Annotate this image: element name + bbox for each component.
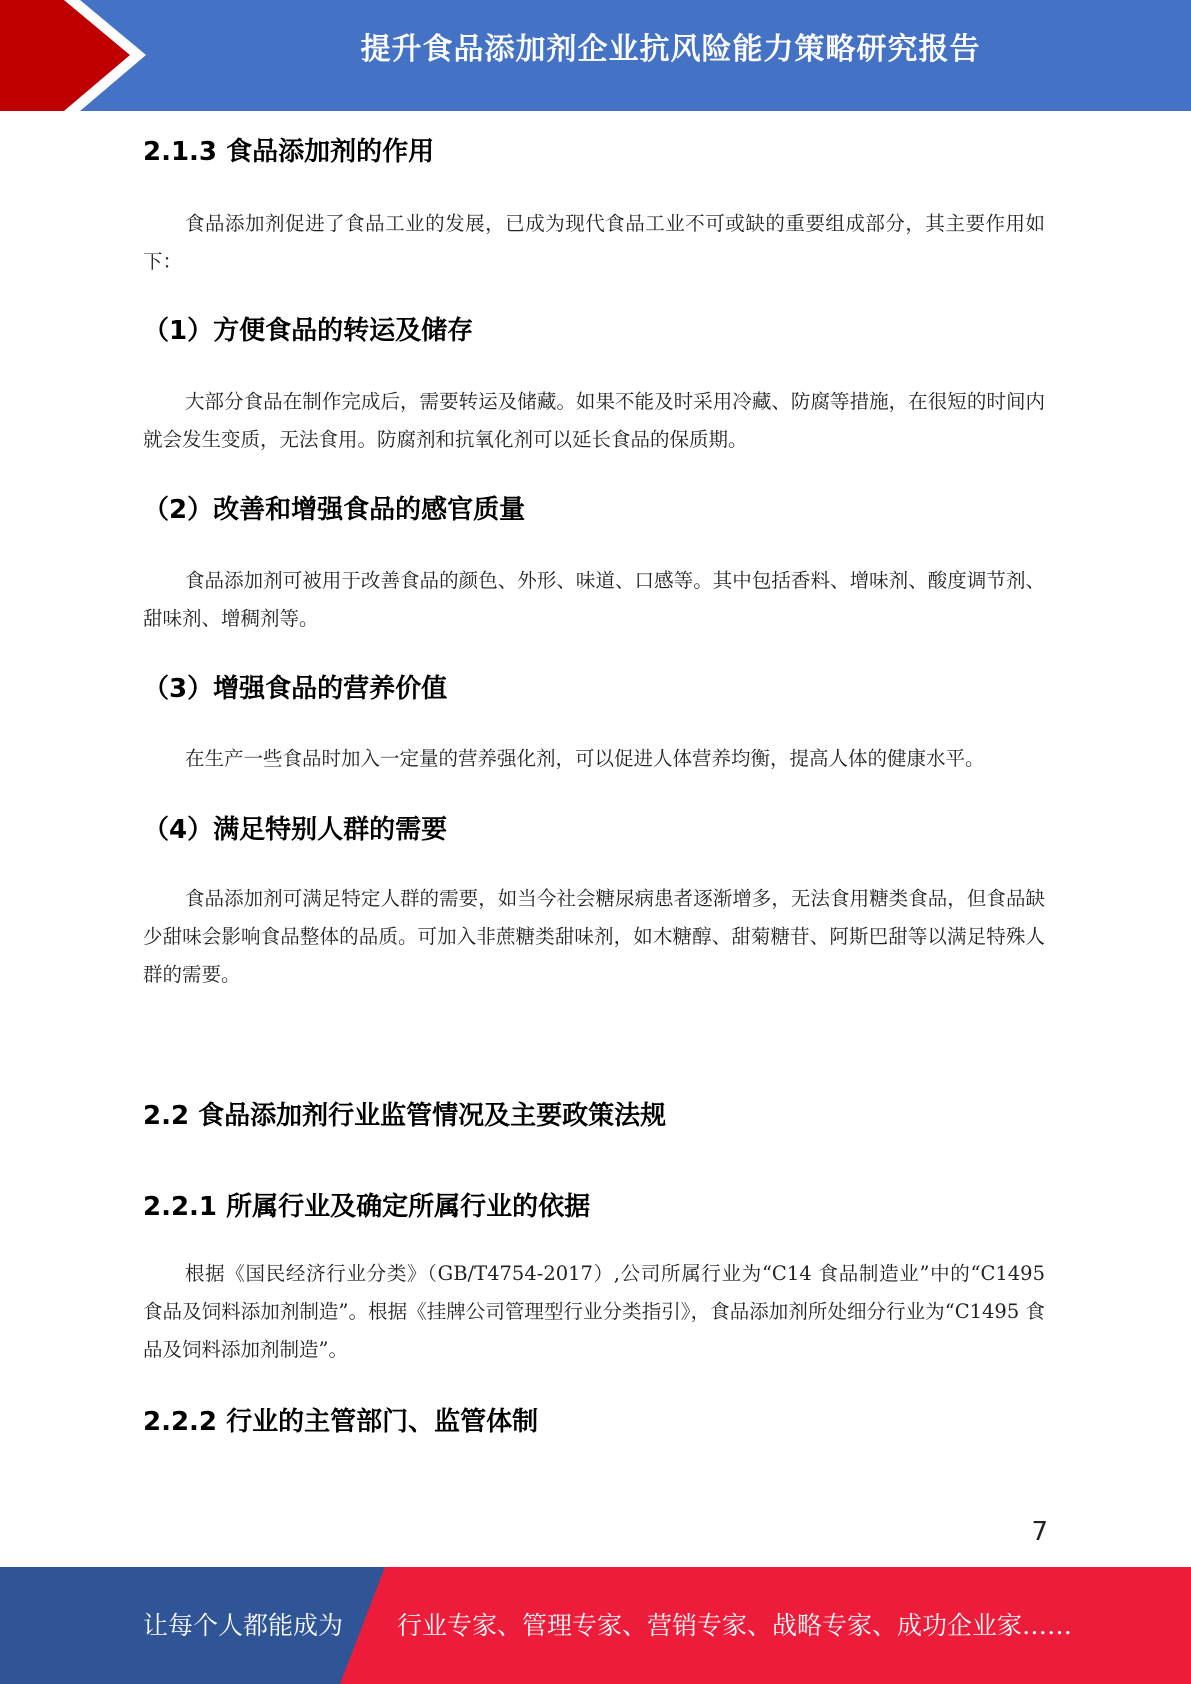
- section-heading-2-2: 2.2 食品添加剂行业监管情况及主要政策法规: [143, 1101, 667, 1131]
- intro-paragraph: 食品添加剂促进了食品工业的发展，已成为现代食品工业不可或缺的重要组成部分，其主要作用如下：: [143, 212, 1045, 273]
- paragraph-sensory-quality: 食品添加剂可被用于改善食品的颜色、外形、味道、口感等。其中包括香料、增味剂、酸度调节剂、甜味剂、增稠剂等。: [143, 569, 1045, 630]
- paragraph-special-groups: 食品添加剂可满足特定人群的需要，如当今社会糖尿病患者逐渐增多，无法食用糖类食品，但食品缺少甜味会影响食品整体的品质。可加入非蔗糖类甜味剂，如木糖醇、甜菊糖苷、阿斯巴甜等以满足特殊人群的需要。: [143, 887, 1045, 986]
- header-chevron-decoration: [0, 0, 160, 111]
- section-heading-2-2-2: 2.2.2 行业的主管部门、监管体制: [143, 1407, 539, 1437]
- paragraph-transport-storage: 大部分食品在制作完成后，需要转运及储藏。如果不能及时采用冷藏、防腐等措施，在很短的时间内就会发生变质，无法食用。防腐剂和抗氧化剂可以延长食品的保质期。: [143, 390, 1045, 451]
- subheading-nutrition: （3）增强食品的营养价值: [143, 674, 448, 704]
- subheading-special-groups: （4）满足特别人群的需要: [143, 815, 448, 845]
- section-heading-2-2-1: 2.2.1 所属行业及确定所属行业的依据: [143, 1192, 591, 1222]
- paragraph-industry-classification: 根据《国民经济行业分类》（GB/T4754-2017）,公司所属行业为“C14 食品制造业”中的“C1495 食品及饲料添加剂制造”。根据《挂牌公司管理型行业分类指引》，食品添加剂所处细分行业为“C1495 食品及饲料添加剂制造”。: [143, 1262, 1045, 1361]
- report-title: 提升食品添加剂企业抗风险能力策略研究报告: [360, 32, 981, 67]
- footer-slogan-left: 让每个人都能成为: [143, 1611, 344, 1640]
- subheading-transport-storage: （1）方便食品的转运及储存: [143, 316, 474, 346]
- paragraph-nutrition: 在生产一些食品时加入一定量的营养强化剂，可以促进人体营养均衡，提高人体的健康水平。: [185, 747, 985, 770]
- subheading-sensory-quality: （2）改善和增强食品的感官质量: [143, 495, 526, 525]
- page-header: [0, 0, 1191, 111]
- page-footer: [0, 1567, 1191, 1684]
- footer-slogan-right: 行业专家、管理专家、营销专家、战略专家、成功企业家……: [397, 1611, 1073, 1640]
- section-heading-2-1-3: 2.1.3 食品添加剂的作用: [143, 137, 435, 167]
- page-number: 7: [1031, 1517, 1048, 1547]
